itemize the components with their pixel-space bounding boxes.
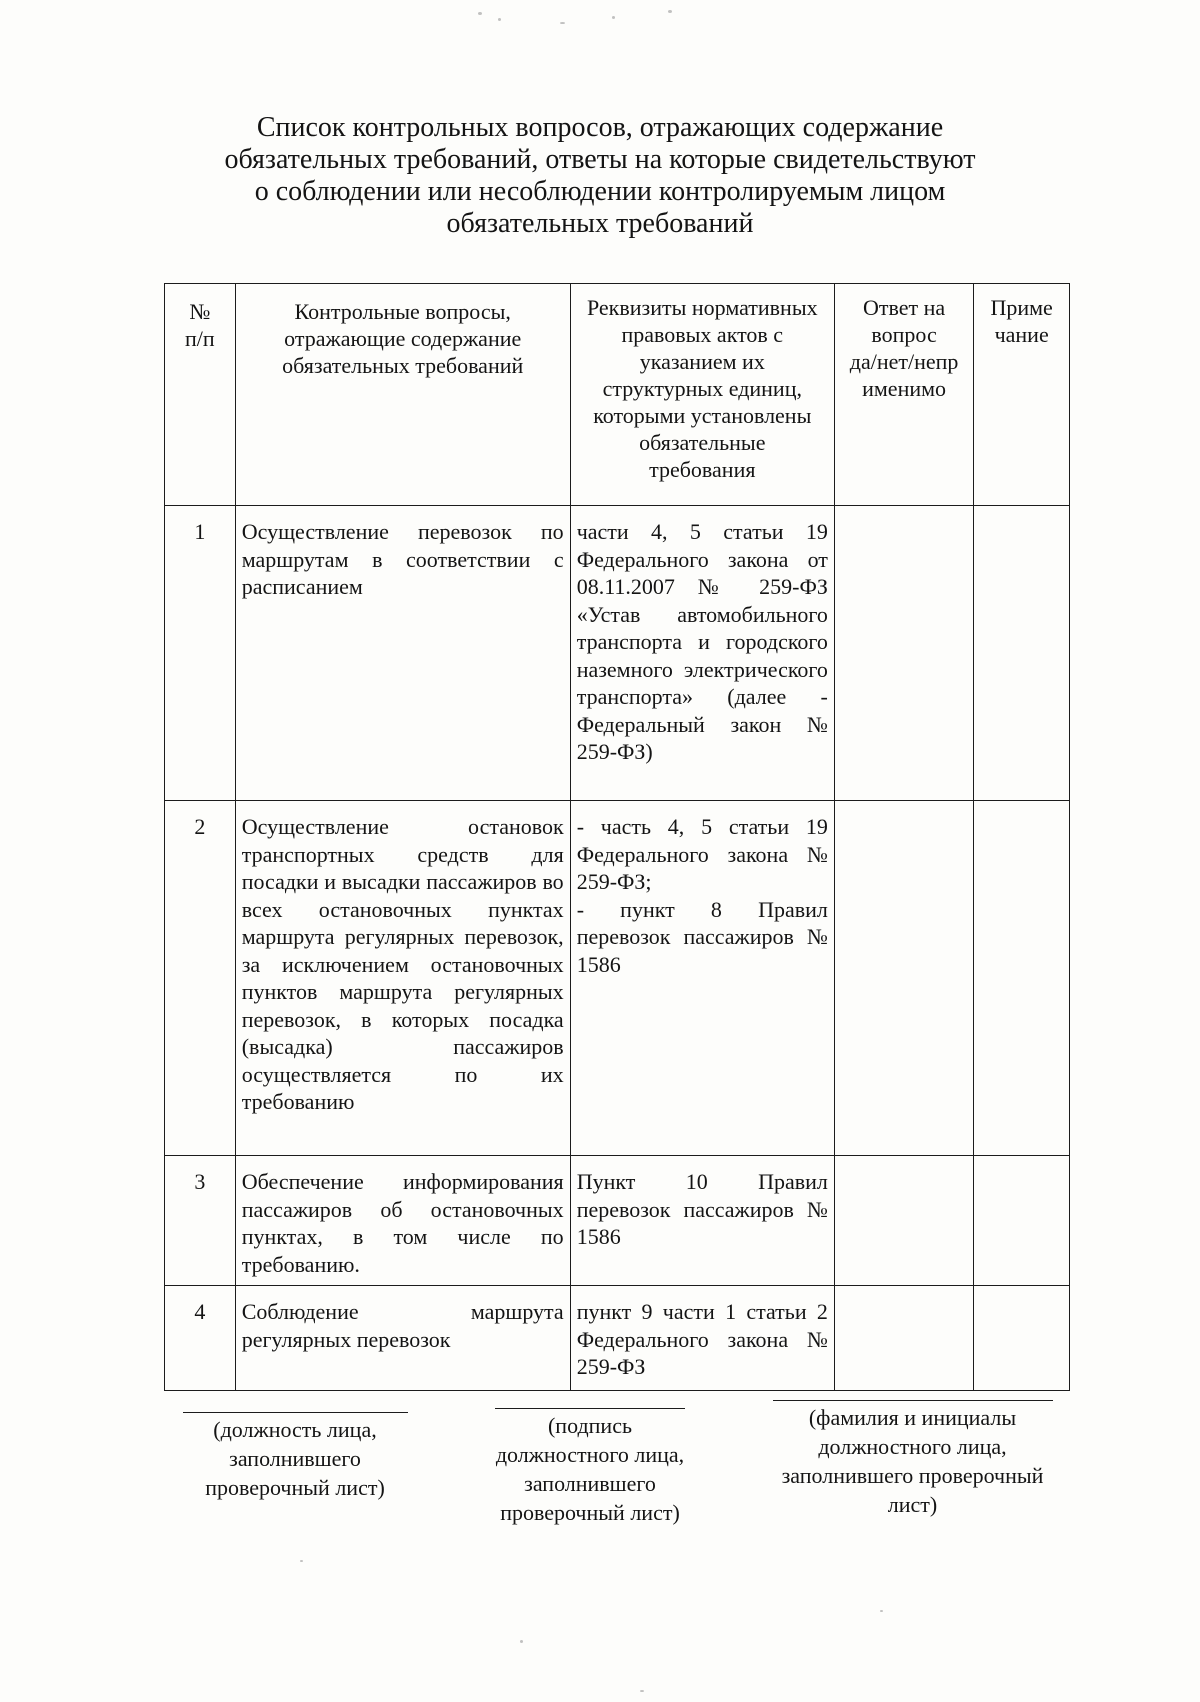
title-line: обязательных требований, ответы на которые свидетельствуют [224, 144, 976, 175]
row-note[interactable] [974, 1156, 1070, 1286]
table-row [165, 1156, 1070, 1286]
row-requisites: Пункт 10 Правил перевозок пассажиров № 1586 [570, 1156, 834, 1286]
signature-block-name [745, 1400, 1080, 1519]
row-question: Осуществление остановок транспортных средств для посадки и высадки пассажиров во всех остановочных пунктах маршрута регулярных перевозок, за исключением остановочных пунктов маршрута регулярных перевозок, в которых посадка (высадка) пассажиров осуществляется по их требованию [235, 801, 570, 1156]
row-answer[interactable] [834, 1286, 973, 1391]
header-note: Приме чание [974, 284, 1070, 506]
title-line: обязательных требований [446, 208, 754, 239]
row-requisites: - часть 4, 5 статьи 19 Федерального закона № 259-ФЗ; - пункт 8 Правил перевозок пассажиров № 1586 [570, 801, 834, 1156]
header-answer: Ответ на вопрос да/нет/непр именимо [834, 284, 973, 506]
row-answer[interactable] [834, 506, 973, 801]
checklist-table [164, 283, 1070, 1391]
row-answer[interactable] [834, 801, 973, 1156]
row-number: 4 [165, 1286, 236, 1391]
row-question: Соблюдение маршрута регулярных перевозок [235, 1286, 570, 1391]
title-line: о соблюдении или несоблюдении контролируемым лицом [254, 176, 946, 207]
row-number: 2 [165, 801, 236, 1156]
signature-block-position [180, 1412, 410, 1502]
header-question: Контрольные вопросы, отражающие содержание обязательных требований [235, 284, 570, 506]
row-requisites: части 4, 5 статьи 19 Федерального закона от 08.11.2007 № 259-ФЗ «Устав автомобильного транспорта и городского наземного электрического транспорта» (далее - Федеральный закон № 259-ФЗ) [570, 506, 834, 801]
row-note[interactable] [974, 1286, 1070, 1391]
title-line: Список контрольных вопросов, отражающих содержание [256, 112, 944, 143]
row-question: Обеспечение информирования пассажиров об остановочных пунктах, в том числе по требованию. [235, 1156, 570, 1286]
table-row [165, 506, 1070, 801]
signature-line[interactable] [495, 1408, 685, 1409]
row-question: Осуществление перевозок по маршрутам в соответствии с расписанием [235, 506, 570, 801]
row-note[interactable] [974, 506, 1070, 801]
signature-line[interactable] [773, 1400, 1053, 1401]
table-header-row [165, 284, 1070, 506]
table-row [165, 1286, 1070, 1391]
header-requisites: Реквизиты нормативных правовых актов с указанием их структурных единиц, которыми установлены обязательные требования [570, 284, 834, 506]
row-number: 1 [165, 506, 236, 801]
signature-caption: (фамилия и инициалы должностного лица, заполнившего проверочный лист) [781, 1405, 1044, 1517]
row-answer[interactable] [834, 1156, 973, 1286]
row-number: 3 [165, 1156, 236, 1286]
signature-caption: (должность лица, заполнившего проверочный лист) [205, 1417, 385, 1500]
row-note[interactable] [974, 801, 1070, 1156]
row-requisites: пункт 9 части 1 статьи 2 Федерального закона № 259-ФЗ [570, 1286, 834, 1391]
signature-caption: (подпись должностного лица, заполнившего проверочный лист) [495, 1413, 685, 1525]
table-row [165, 801, 1070, 1156]
header-number: № п/п [165, 284, 236, 506]
document-title [180, 112, 1020, 240]
signature-line[interactable] [183, 1412, 408, 1413]
signature-block-signature [465, 1408, 715, 1527]
